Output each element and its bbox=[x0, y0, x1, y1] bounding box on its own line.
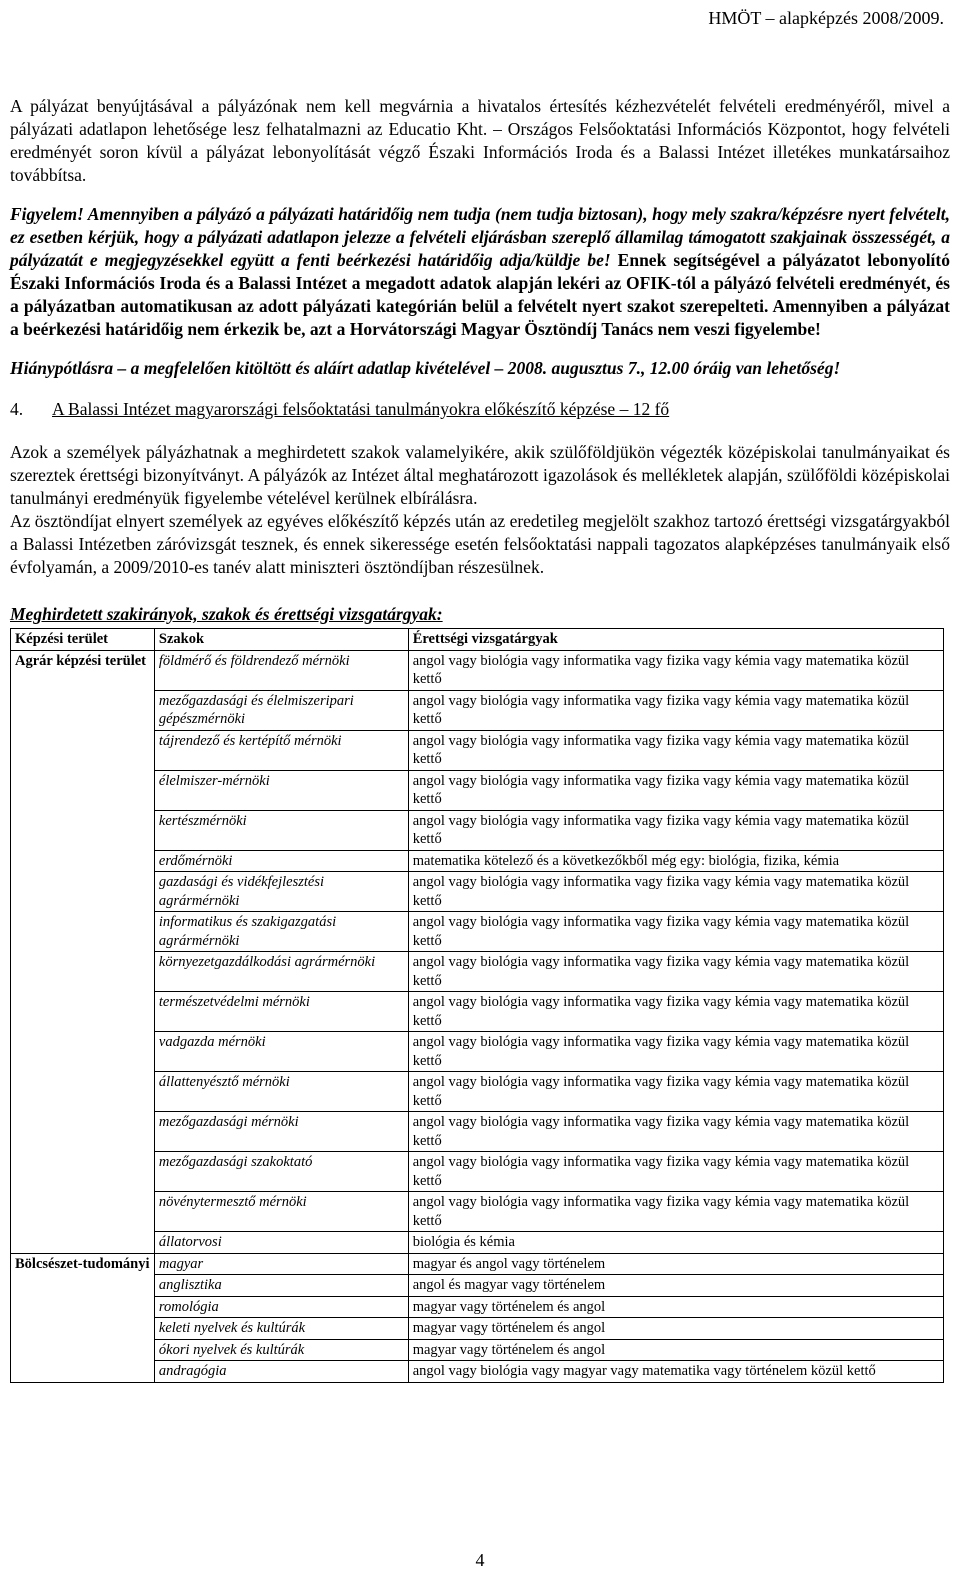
szak-cell: tájrendező és kertépítő mérnöki bbox=[154, 730, 408, 770]
table-row bbox=[11, 1192, 944, 1232]
paragraph-educatio: A pályázat benyújtásával a pályázónak nem kell megvárnia a hivatalos értesítés kézhezvételét felvételi eredményéről, mivel a pályázati adatlapon lehetősége lesz felhatalmazni az Educatio Kht. – Országos Felsőoktatási Információs Központot, hogy felvételi eredményét soron kívül a pályázat lebonyolítását végző Északi Információs Iroda és a Balassi Intézet illetékes munkatársaihoz továbbítsa. bbox=[10, 96, 950, 185]
section-4-title bbox=[10, 398, 950, 421]
area-cell bbox=[11, 1296, 155, 1318]
area-cell bbox=[11, 952, 155, 992]
targy-cell: angol vagy biológia vagy informatika vagy fizika vagy kémia vagy matematika közül kettő bbox=[408, 872, 943, 912]
area-cell bbox=[11, 912, 155, 952]
header-szakok: Szakok bbox=[154, 629, 408, 651]
table-row bbox=[11, 730, 944, 770]
table-row bbox=[11, 1361, 944, 1383]
table-row bbox=[11, 1296, 944, 1318]
targy-cell: angol vagy biológia vagy informatika vagy fizika vagy kémia vagy matematika közül kettő bbox=[408, 730, 943, 770]
area-cell bbox=[11, 690, 155, 730]
figyelem-italic: Figyelem! Amennyiben a pályázó a pályázati határidőig nem tudja (nem tudja biztosan), hogy mely szakra/képzésre nyert felvételt, ez esetben kérjük, hogy a pályázati adatlapon jelezze a felvételi eljárásban szereplő államilag támogatott szakjainak összességét, a pályázatát e megjegyzésekkel együtt a fenti beérkezési határidőig adja/küldje be! bbox=[10, 204, 950, 270]
szak-cell: keleti nyelvek és kultúrák bbox=[154, 1318, 408, 1340]
table-row bbox=[11, 650, 944, 690]
targy-cell: matematika kötelező és a következőkből még egy: biológia, fizika, kémia bbox=[408, 850, 943, 872]
szak-cell: anglisztika bbox=[154, 1275, 408, 1297]
table-header-row bbox=[11, 629, 944, 651]
szak-cell: vadgazda mérnöki bbox=[154, 1032, 408, 1072]
targy-cell: magyar vagy történelem és angol bbox=[408, 1296, 943, 1318]
szak-cell: környezetgazdálkodási agrármérnöki bbox=[154, 952, 408, 992]
table-row bbox=[11, 690, 944, 730]
table-row bbox=[11, 912, 944, 952]
targy-cell: angol vagy biológia vagy informatika vagy fizika vagy kémia vagy matematika közül kettő bbox=[408, 992, 943, 1032]
page-content bbox=[10, 95, 950, 1383]
targy-cell: magyar vagy történelem és angol bbox=[408, 1318, 943, 1340]
targy-cell: angol vagy biológia vagy informatika vagy fizika vagy kémia vagy matematika közül kettő bbox=[408, 770, 943, 810]
area-cell bbox=[11, 872, 155, 912]
targy-cell: angol vagy biológia vagy informatika vagy fizika vagy kémia vagy matematika közül kettő bbox=[408, 690, 943, 730]
area-cell bbox=[11, 1072, 155, 1112]
area-cell bbox=[11, 810, 155, 850]
table-row bbox=[11, 992, 944, 1032]
targy-cell: angol vagy biológia vagy informatika vagy fizika vagy kémia vagy matematika közül kettő bbox=[408, 1112, 943, 1152]
section-title-text: A Balassi Intézet magyarországi felsőoktatási tanulmányokra előkészítő képzése – 12 fő bbox=[52, 399, 670, 419]
header-erettsegi: Érettségi vizsgatárgyak bbox=[408, 629, 943, 651]
figyelem-bold: Ennek segítségével a pályázatot lebonyolító Északi Információs Iroda és a Balassi Intézet a megadott adatok alapján lekéri az OFIK-tól a pályázó felvételi eredményét, és a pályázatban automatikusan az adott pályázati kategórián belül a felvételt nyert szakot szerepelteti. Amennyiben a pályázat a beérkezési határidőig nem érkezik be, azt a Horvátországi Magyar Ösztöndíj Tanács nem veszi figyelembe! bbox=[10, 250, 950, 339]
targy-cell: biológia és kémia bbox=[408, 1232, 943, 1254]
area-cell bbox=[11, 1361, 155, 1383]
table-row bbox=[11, 1232, 944, 1254]
szak-cell: élelmiszer-mérnöki bbox=[154, 770, 408, 810]
area-cell bbox=[11, 1318, 155, 1340]
area-cell bbox=[11, 1232, 155, 1254]
area-cell bbox=[11, 1032, 155, 1072]
targy-cell: magyar vagy történelem és angol bbox=[408, 1339, 943, 1361]
area-cell bbox=[11, 992, 155, 1032]
area-cell bbox=[11, 1112, 155, 1152]
szak-cell: természetvédelmi mérnöki bbox=[154, 992, 408, 1032]
szak-cell: kertészmérnöki bbox=[154, 810, 408, 850]
targy-cell: angol vagy biológia vagy informatika vagy fizika vagy kémia vagy matematika közül kettő bbox=[408, 650, 943, 690]
szakok-table bbox=[10, 628, 944, 1383]
area-cell bbox=[11, 1192, 155, 1232]
table-row bbox=[11, 770, 944, 810]
szak-cell: erdőmérnöki bbox=[154, 850, 408, 872]
szak-cell: földmérő és földrendező mérnöki bbox=[154, 650, 408, 690]
targy-cell: angol vagy biológia vagy informatika vagy fizika vagy kémia vagy matematika közül kettő bbox=[408, 1152, 943, 1192]
targy-cell: angol vagy biológia vagy informatika vagy fizika vagy kémia vagy matematika közül kettő bbox=[408, 1072, 943, 1112]
table-row bbox=[11, 872, 944, 912]
area-cell bbox=[11, 850, 155, 872]
area-cell bbox=[11, 730, 155, 770]
section-number: 4. bbox=[10, 399, 24, 419]
table-row bbox=[11, 850, 944, 872]
area-cell bbox=[11, 1275, 155, 1297]
table-row bbox=[11, 1032, 944, 1072]
table-title: Meghirdetett szakirányok, szakok és érettségi vizsgatárgyak: bbox=[10, 604, 443, 624]
paragraph-osztondij: Az ösztöndíjat elnyert személyek az egyéves előkészítő képzés után az eredetileg megjelölt szakhoz tartozó érettségi vizsgatárgyakból a Balassi Intézetben záróvizsgát tesznek, és ennek sikeressége esetén felsőoktatási nappali tagozatos alapképzéses tanulmányaik első évfolyamán, a 2009/2010-es tanév alatt miniszteri ösztöndíjban részesülnek. bbox=[10, 511, 950, 577]
targy-cell: angol vagy biológia vagy informatika vagy fizika vagy kémia vagy matematika közül kettő bbox=[408, 952, 943, 992]
szak-cell: magyar bbox=[154, 1253, 408, 1275]
targy-cell: angol vagy biológia vagy informatika vagy fizika vagy kémia vagy matematika közül kettő bbox=[408, 1032, 943, 1072]
szak-cell: mezőgazdasági és élelmiszeripari gépészmérnöki bbox=[154, 690, 408, 730]
szak-cell: növénytermesztő mérnöki bbox=[154, 1192, 408, 1232]
table-row bbox=[11, 810, 944, 850]
table-row bbox=[11, 1275, 944, 1297]
area-cell: Bölcsészet-tudományi bbox=[11, 1253, 155, 1275]
targy-cell: angol vagy biológia vagy informatika vagy fizika vagy kémia vagy matematika közül kettő bbox=[408, 1192, 943, 1232]
paragraph-azok: Azok a személyek pályázhatnak a meghirdetett szakok valamelyikére, akik szülőföldjükön végezték középiskolai tanulmányaikat és szereztek érettségi bizonyítványt. A pályázók az Intézet által meghatározott igazolások és mellékletek alapján, szülőföldi középiskolai tanulmányi eredményük figyelembe vételével kerülnek elbírálásra. bbox=[10, 442, 950, 508]
area-cell bbox=[11, 1152, 155, 1192]
table-row bbox=[11, 952, 944, 992]
szak-cell: mezőgazdasági mérnöki bbox=[154, 1112, 408, 1152]
area-cell bbox=[11, 1339, 155, 1361]
table-row bbox=[11, 1112, 944, 1152]
targy-cell: magyar és angol vagy történelem bbox=[408, 1253, 943, 1275]
szak-cell: mezőgazdasági szakoktató bbox=[154, 1152, 408, 1192]
table-row bbox=[11, 1339, 944, 1361]
area-cell bbox=[11, 770, 155, 810]
header-kepzesi-terulet: Képzési terület bbox=[11, 629, 155, 651]
table-row bbox=[11, 1318, 944, 1340]
targy-cell: angol vagy biológia vagy informatika vagy fizika vagy kémia vagy matematika közül kettő bbox=[408, 810, 943, 850]
targy-cell: angol és magyar vagy történelem bbox=[408, 1275, 943, 1297]
szak-cell: informatikus és szakigazgatási agrármérnöki bbox=[154, 912, 408, 952]
area-cell: Agrár képzési terület bbox=[11, 650, 155, 690]
paragraph-hianypotlas: Hiánypótlásra – a megfelelően kitöltött és aláírt adatlap kivételével – 2008. augusztus 7., 12.00 óráig van lehetőség! bbox=[10, 358, 841, 378]
szak-cell: állattenyésztő mérnöki bbox=[154, 1072, 408, 1112]
szak-cell: gazdasági és vidékfejlesztési agrármérnöki bbox=[154, 872, 408, 912]
table-row bbox=[11, 1072, 944, 1112]
running-header: HMÖT – alapképzés 2008/2009. bbox=[708, 8, 944, 28]
paragraph-figyelem bbox=[10, 203, 950, 341]
table-row bbox=[11, 1152, 944, 1192]
targy-cell: angol vagy biológia vagy informatika vagy fizika vagy kémia vagy matematika közül kettő bbox=[408, 912, 943, 952]
targy-cell: angol vagy biológia vagy magyar vagy matematika vagy történelem közül kettő bbox=[408, 1361, 943, 1383]
szak-cell: állatorvosi bbox=[154, 1232, 408, 1254]
szak-cell: romológia bbox=[154, 1296, 408, 1318]
szak-cell: ókori nyelvek és kultúrák bbox=[154, 1339, 408, 1361]
table-row bbox=[11, 1253, 944, 1275]
szak-cell: andragógia bbox=[154, 1361, 408, 1383]
page-number: 4 bbox=[475, 1550, 485, 1570]
